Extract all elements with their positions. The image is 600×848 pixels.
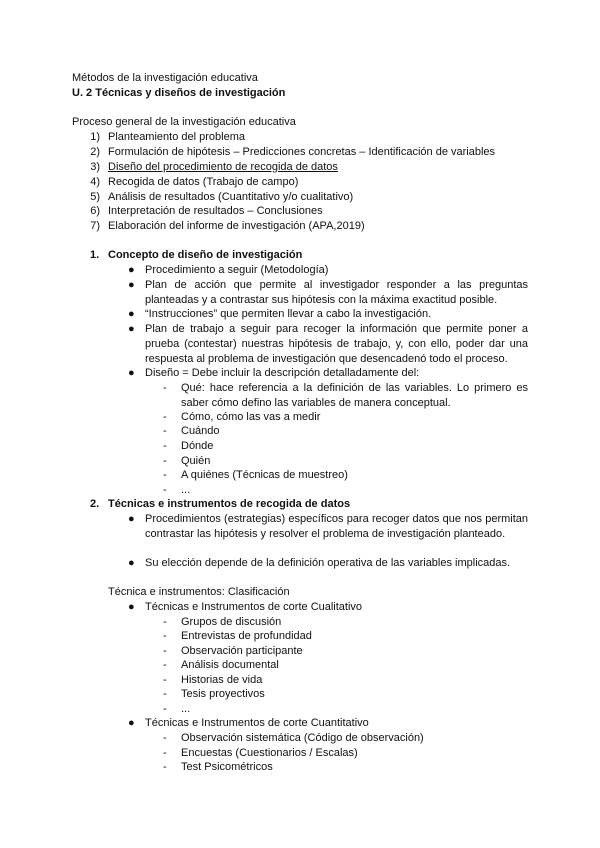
bullet-icon: ● (128, 323, 135, 335)
dash-icon: - (163, 411, 167, 423)
course-title: Métodos de la investigación educativa (72, 72, 258, 84)
section-2-number: 2. (90, 498, 100, 510)
dash-icon: - (163, 440, 167, 452)
step-number: 4) (90, 176, 100, 188)
dash-icon: - (163, 630, 167, 642)
dash-icon: - (163, 659, 167, 671)
step-number: 3) (90, 161, 100, 173)
qualitative-item: Historias de vida (181, 674, 263, 686)
step-text: Interpretación de resultados – Conclusiones (108, 205, 323, 217)
quantitative-item: Observación sistemática (Código de observación) (181, 732, 424, 744)
section-1-number: 1. (90, 249, 100, 261)
section-2-title: Técnicas e instrumentos de recogida de datos (108, 498, 351, 510)
step-number: 1) (90, 131, 100, 143)
sub-item-text: A quiénes (Técnicas de muestreo) (181, 469, 348, 481)
dash-icon: - (163, 645, 167, 657)
dash-icon: - (163, 469, 167, 481)
bullet-text: Procedimientos (estrategias) específicos para recoger datos que nos permitan contrastar las hipótesis y resolver el problema de investigación planteado. (145, 513, 528, 540)
sub-item-text: Cómo, cómo las vas a medir (181, 411, 321, 423)
bullet-icon: ● (128, 367, 135, 379)
bullet-icon: ● (128, 601, 135, 613)
step-text: Planteamiento del problema (108, 131, 245, 143)
bullet-icon: ● (128, 279, 135, 291)
sub-item-text: Qué: hace referencia a la definición de las variables. Lo primero es saber cómo defino las variables de manera conceptual. (181, 382, 528, 409)
step-number: 7) (90, 220, 100, 232)
qualitative-item: Observación participante (181, 645, 303, 657)
bullet-text: Plan de acción que permite al investigador responder a las preguntas planteadas y a contrastar sus hipótesis con la máxima exactitud posible. (145, 279, 528, 306)
qualitative-item: Análisis documental (181, 659, 279, 671)
dash-icon: - (163, 455, 167, 467)
bullet-icon: ● (128, 264, 135, 276)
unit-title: U. 2 Técnicas y diseños de investigación (72, 87, 286, 99)
dash-icon: - (163, 674, 167, 686)
step-text: Análisis de resultados (Cuantitativo y/o cualitativo) (108, 191, 354, 203)
dash-icon: - (163, 484, 167, 496)
step-number: 6) (90, 205, 100, 217)
dash-icon: - (163, 747, 167, 759)
bullet-icon: ● (128, 513, 135, 525)
qualitative-label: Técnicas e Instrumentos de corte Cualitativo (145, 601, 363, 613)
bullet-icon: ● (128, 308, 135, 320)
qualitative-item: Entrevistas de profundidad (181, 630, 312, 642)
section-1-title: Concepto de diseño de investigación (108, 249, 303, 261)
sub-item-text: Cuándo (181, 425, 220, 437)
dash-icon: - (163, 382, 167, 394)
quantitative-label: Técnicas e Instrumentos de corte Cuantitativo (145, 717, 369, 729)
qualitative-item: Grupos de discusión (181, 616, 282, 628)
dash-icon: - (163, 616, 167, 628)
classification-title: Técnica e instrumentos: Clasificación (108, 586, 290, 598)
dash-icon: - (163, 732, 167, 744)
step-number: 2) (90, 146, 100, 158)
qualitative-item: ... (181, 703, 191, 715)
bullet-icon: ● (128, 717, 135, 729)
bullet-text: “Instrucciones” que permiten llevar a cabo la investigación. (145, 308, 432, 320)
dash-icon: - (163, 425, 167, 437)
bullet-text: Plan de trabajo a seguir para recoger la información que permite poner a prueba (contestar) nuestras hipótesis de trabajo, y, con ello, poder dar una respuesta al problema de investigación que desencadenó todo el proceso. (145, 323, 528, 365)
dash-icon: - (163, 703, 167, 715)
dash-icon: - (163, 761, 167, 773)
step-text: Formulación de hipótesis – Predicciones concretas – Identificación de variables (108, 146, 496, 158)
bullet-text: Diseño = Debe incluir la descripción detalladamente del: (145, 367, 420, 379)
step-text: Elaboración del informe de investigación (APA,2019) (108, 220, 365, 232)
bullet-text: Su elección depende de la definición operativa de las variables implicadas. (145, 557, 511, 569)
qualitative-item: Tesis proyectivos (181, 688, 265, 700)
dash-icon: - (163, 688, 167, 700)
sub-item-text: ... (181, 484, 191, 496)
sub-item-text: Dónde (181, 440, 214, 452)
bullet-icon: ● (128, 557, 135, 569)
quantitative-item: Test Psicométricos (181, 761, 273, 773)
process-title: Proceso general de la investigación educativa (72, 116, 296, 128)
step-text: Recogida de datos (Trabajo de campo) (108, 176, 299, 188)
quantitative-item: Encuestas (Cuestionarios / Escalas) (181, 747, 358, 759)
sub-item-text: Quién (181, 455, 211, 467)
step-number: 5) (90, 191, 100, 203)
step-text: Diseño del procedimiento de recogida de datos (108, 161, 338, 173)
bullet-text: Procedimiento a seguir (Metodología) (145, 264, 329, 276)
